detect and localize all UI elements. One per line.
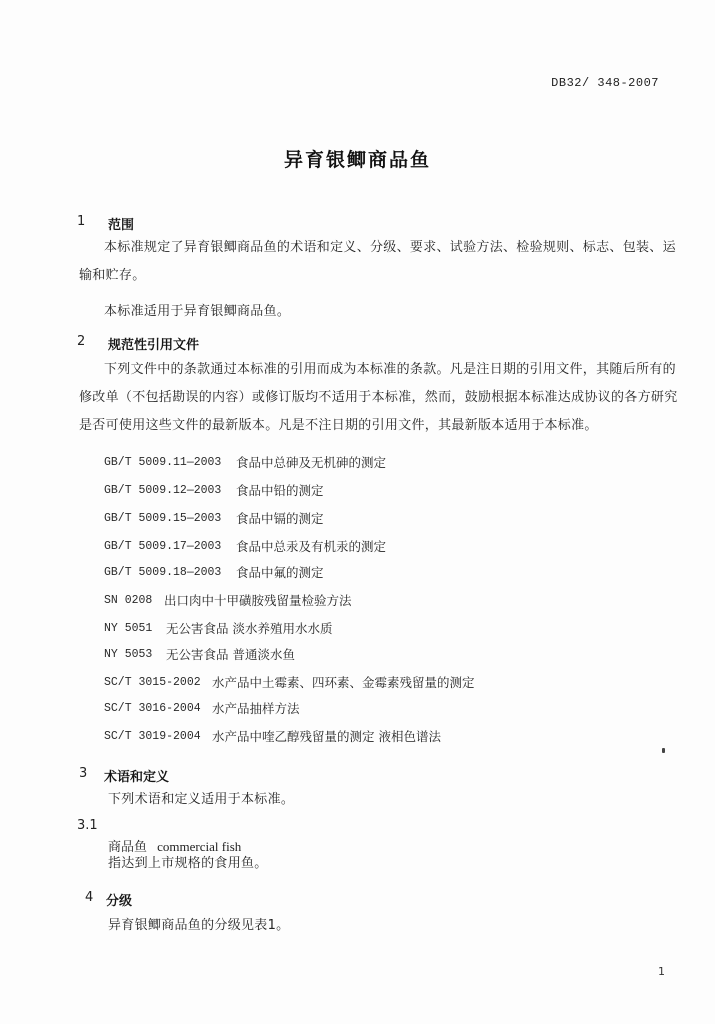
section-2-number: 2 (77, 334, 86, 349)
section-3-title: 术语和定义 (104, 770, 170, 785)
term-english: commercial fish (157, 839, 242, 854)
section-4-para: 异育银鲫商品鱼的分级见表1。 (108, 918, 290, 933)
section-3-1-number: 3.1 (77, 818, 98, 833)
section-1-title: 范围 (108, 218, 135, 233)
section-1-para1-line2: 输和贮存。 (79, 268, 146, 283)
term-chinese: 商品鱼 (108, 840, 148, 855)
reference-code: GB/T 5009.11—2003 (104, 456, 222, 469)
reference-name: 水产品中土霉素、四环素、金霉素残留量的测定 (212, 675, 475, 690)
reference-code: GB/T 5009.15—2003 (104, 512, 222, 525)
section-1-number: 1 (77, 214, 86, 229)
section-3-number: 3 (79, 766, 88, 781)
section-1-para2: 本标准适用于异育银鲫商品鱼。 (104, 304, 291, 319)
section-3-para: 下列术语和定义适用于本标准。 (108, 792, 295, 807)
reference-code: GB/T 5009.18—2003 (104, 566, 222, 579)
reference-code: SC/T 3019-2004 (104, 730, 201, 743)
section-4-number: 4 (85, 890, 94, 905)
reference-name: 食品中总砷及无机砷的测定 (236, 455, 387, 470)
reference-name: 食品中氟的测定 (236, 565, 324, 580)
reference-name: 无公害食品 普通淡水鱼 (166, 647, 295, 662)
reference-code: SC/T 3015-2002 (104, 676, 201, 689)
reference-code: NY 5051 (104, 622, 153, 635)
section-2-para-line1: 下列文件中的条款通过本标准的引用而成为本标准的条款。凡是注日期的引用文件，其随后所有的 (104, 362, 676, 377)
reference-code: NY 5053 (104, 648, 153, 661)
reference-name: 食品中镉的测定 (236, 511, 324, 526)
term-definition: 指达到上市规格的食用鱼。 (108, 856, 268, 871)
section-4-title: 分级 (106, 894, 133, 909)
reference-code: SC/T 3016-2004 (104, 702, 201, 715)
reference-code: SN 0208 (104, 594, 153, 607)
section-1-para1-line1: 本标准规定了异育银鲫商品鱼的术语和定义、分级、要求、试验方法、检验规则、标志、包装、运 (104, 240, 676, 255)
reference-name: 水产品中喹乙醇残留量的测定 液相色谱法 (212, 729, 441, 744)
reference-name: 无公害食品 淡水养殖用水水质 (166, 621, 333, 636)
reference-name: 出口肉中十甲磺胺残留量检验方法 (164, 593, 352, 608)
standard-code: DB32/ 348-2007 (551, 76, 659, 90)
reference-name: 食品中总汞及有机汞的测定 (236, 539, 387, 554)
section-2-title: 规范性引用文件 (108, 338, 200, 353)
section-2-para-line3: 是否可使用这些文件的最新版本。凡是不注日期的引用文件，其最新版本适用于本标准。 (79, 418, 598, 433)
document-title: 异育银鲫商品鱼 (283, 149, 431, 171)
scan-speck (662, 748, 665, 753)
reference-code: GB/T 5009.17—2003 (104, 540, 222, 553)
reference-name: 水产品抽样方法 (212, 701, 300, 716)
reference-code: GB/T 5009.12—2003 (104, 484, 222, 497)
section-2-para-line2: 修改单（不包括勘误的内容）或修订版均不适用于本标准，然而，鼓励根据本标准达成协议的各方研究 (79, 390, 678, 405)
page-number: 1 (658, 965, 665, 978)
reference-name: 食品中铅的测定 (236, 483, 324, 498)
